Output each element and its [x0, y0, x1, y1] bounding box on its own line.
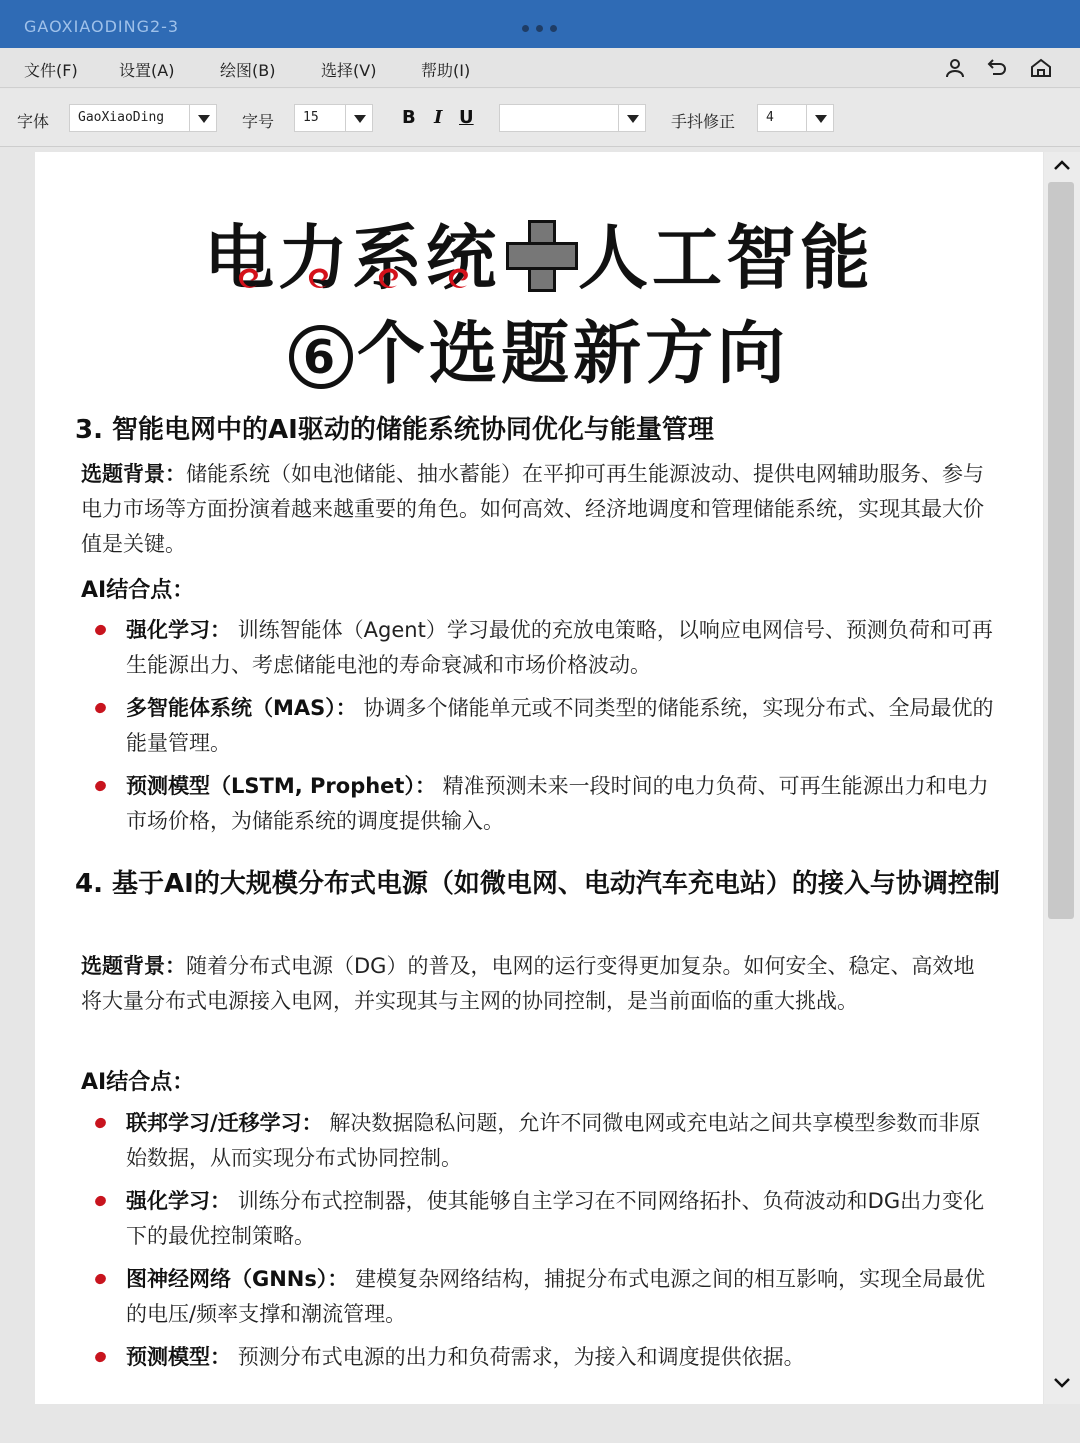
undo-icon[interactable] [985, 56, 1009, 80]
title-left: 电力系统 [204, 217, 500, 299]
chevron-down-icon[interactable] [1051, 1372, 1073, 1394]
bullet-text: 协调多个储能单元或不同类型的储能系统，实现分布式、全局最优的能量管理。 [126, 696, 994, 755]
bullet-icon [93, 623, 107, 637]
list-item [126, 1184, 996, 1254]
background-text: 储能系统（如电池储能、抽水蓄能）在平抑可再生能源波动、提供电网辅助服务、参与电力市场等方面扮演着越来越重要的角色。如何高效、经济地调度和管理储能系统，实现其最大价值是关键。 [81, 462, 984, 556]
menu-draw[interactable]: 绘图(B) [220, 61, 276, 80]
bullet-label: 多智能体系统（MAS）： [126, 696, 357, 720]
underline-button[interactable]: U [459, 107, 474, 128]
bullet-text: 预测分布式电源的出力和负荷需求，为接入和调度提供依据。 [237, 1345, 805, 1369]
vertical-scrollbar[interactable] [1044, 152, 1080, 1404]
ai-label: AI结合点： [81, 1070, 195, 1095]
background-label: 选题背景： [81, 954, 186, 978]
bullet-icon [93, 1116, 107, 1130]
scroll-thumb[interactable] [1048, 182, 1074, 919]
stabilize-label: 手抖修正 [671, 112, 736, 131]
bullet-icon [93, 1350, 107, 1364]
subtitle-text: 个选题新方向 [356, 315, 789, 394]
stabilize-field[interactable]: 4 [757, 104, 807, 132]
background-text: 随着分布式电源（DG）的普及，电网的运行变得更加复杂。如何安全、稳定、高效地将大量分布式电源接入电网，并实现其与主网的协同控制，是当前面临的重大挑战。 [81, 954, 975, 1013]
stabilize-dropdown-button[interactable] [806, 104, 834, 132]
menu-select[interactable]: 选择(V) [321, 61, 377, 80]
title-right: 人工智能 [578, 217, 874, 299]
size-label: 字号 [242, 112, 275, 131]
fire-swirl-icon [231, 260, 481, 290]
bullet-icon [93, 1272, 107, 1286]
italic-button[interactable]: I [434, 107, 443, 128]
font-dropdown-button[interactable] [189, 104, 217, 132]
bullet-label: 预测模型： [126, 1345, 231, 1369]
section-background [81, 457, 991, 562]
menu-bar [0, 48, 1080, 88]
menu-file[interactable]: 文件(F) [24, 61, 78, 80]
ai-label: AI结合点： [81, 578, 195, 603]
bullet-icon [93, 779, 107, 793]
bullet-text: 解决数据隐私问题，允许不同微电网或充电站之间共享模型参数而非原始数据，从而实现分布式协同控制。 [126, 1111, 981, 1170]
page-title [35, 202, 1043, 303]
list-item [126, 1340, 996, 1375]
list-item [126, 613, 996, 683]
list-item [126, 691, 996, 761]
section-background [81, 949, 991, 1019]
chevron-up-icon[interactable] [1051, 154, 1073, 176]
page-subtitle [35, 300, 1043, 397]
list-item [126, 1262, 996, 1332]
window-options-button[interactable] [522, 25, 557, 32]
section-heading: 3. 智能电网中的AI驱动的储能系统协同优化与能量管理 [75, 415, 714, 445]
app-title: GAOXIAODING2-3 [24, 17, 180, 36]
bullet-text: 训练智能体（Agent）学习最优的充放电策略，以响应电网信号、预测负荷和可再生能源出力、考虑储能电池的寿命衰减和市场价格波动。 [126, 618, 993, 677]
size-field[interactable]: 15 [294, 104, 346, 132]
style-field[interactable] [499, 104, 619, 132]
bullet-label: 图神经网络（GNNs）： [126, 1267, 349, 1291]
list-item [126, 1106, 996, 1176]
user-icon[interactable] [943, 56, 967, 80]
document-page[interactable] [35, 152, 1043, 1404]
plus-icon [504, 218, 574, 288]
window-titlebar [0, 0, 1080, 48]
bullet-text: 建模复杂网络结构，捕捉分布式电源之间的相互影响，实现全局最优的电压/频率支撑和潮流管理。 [126, 1267, 986, 1326]
size-dropdown-button[interactable] [345, 104, 373, 132]
home-icon[interactable] [1029, 56, 1053, 80]
bullet-label: 联邦学习/迁移学习： [126, 1111, 323, 1135]
bullet-icon [93, 701, 107, 715]
style-dropdown-button[interactable] [618, 104, 646, 132]
font-label: 字体 [17, 112, 50, 131]
bullet-icon [93, 1194, 107, 1208]
format-toolbar [0, 89, 1080, 147]
list-item [126, 769, 996, 839]
menu-help[interactable]: 帮助(I) [421, 61, 471, 80]
background-label: 选题背景： [81, 462, 186, 486]
menu-settings[interactable]: 设置(A) [119, 61, 175, 80]
circled-number: 6 [289, 325, 353, 389]
section-heading: 4. 基于AI的大规模分布式电源（如微电网、电动汽车充电站）的接入与协调控制 [75, 869, 1000, 899]
bullet-text: 精准预测未来一段时间的电力负荷、可再生能源出力和电力市场价格，为储能系统的调度提供输入。 [126, 774, 989, 833]
bold-button[interactable]: B [402, 107, 416, 128]
font-field[interactable]: GaoXiaoDing [69, 104, 190, 132]
bullet-label: 强化学习： [126, 618, 231, 642]
bullet-label: 强化学习： [126, 1189, 231, 1213]
bullet-text: 训练分布式控制器，使其能够自主学习在不同网络拓扑、负荷波动和DG出力变化下的最优控制策略。 [126, 1189, 985, 1248]
bullet-label: 预测模型（LSTM, Prophet）： [126, 774, 436, 798]
